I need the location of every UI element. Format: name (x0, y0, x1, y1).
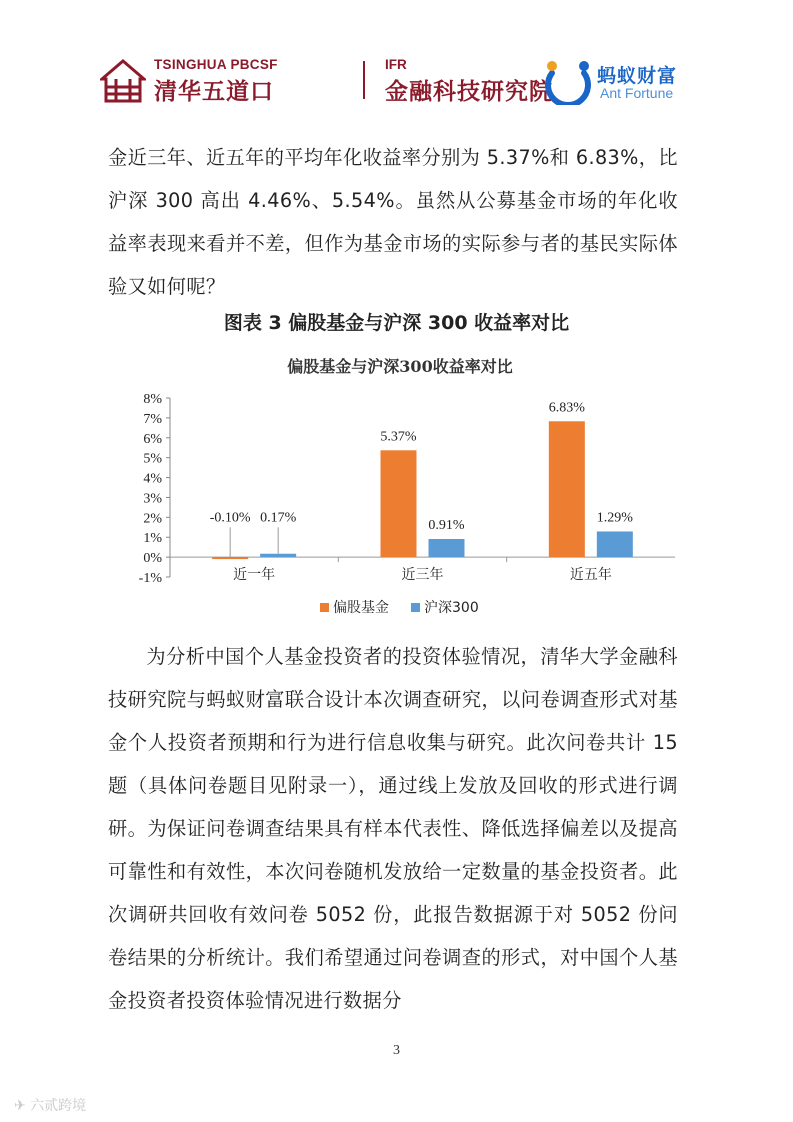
chart-svg (120, 350, 680, 625)
ant-fortune-logo-icon (542, 57, 594, 105)
legend-swatch (320, 603, 329, 612)
data-label: 0.91% (428, 518, 465, 534)
tsinghua-en-label: TSINGHUA PBCSF (154, 57, 278, 72)
bar-csi300 (260, 554, 296, 557)
y-tick-label: 1% (143, 531, 162, 547)
bar-equity-fund (549, 421, 585, 557)
intro-paragraph: 金近三年、近五年的平均年化收益率分别为 5.37%和 6.83%，比沪深 300 高出 4.46%、5.54%。虽然从公募基金市场的年化收益率表现来看并不差，但作为基金市场的实际参与者的基民实际体验又如何呢？ (108, 146, 678, 298)
x-tick-label: 近一年 (233, 567, 276, 583)
watermark-text: 六贰跨境 (30, 1098, 87, 1114)
data-label: 0.17% (260, 510, 297, 526)
legend-label: 偏股基金 (333, 600, 389, 616)
y-tick-label: 2% (143, 511, 162, 527)
bar-chart (120, 350, 680, 625)
ant-fortune-cn-label: 蚂蚁财富 (597, 65, 678, 87)
y-tick-label: 3% (143, 491, 162, 507)
y-tick-label: 4% (143, 471, 162, 487)
page-header (100, 55, 700, 115)
ifr-en-label: IFR (385, 57, 407, 72)
x-tick-label: 近五年 (569, 567, 612, 583)
bar-csi300 (597, 531, 633, 557)
ant-fortune-en-label: Ant Fortune (600, 85, 674, 101)
page-number: 3 (393, 1043, 400, 1058)
ifr-cn-label: 金融科技研究院 (385, 79, 553, 105)
figure-caption: 图表 3 偏股基金与沪深 300 收益率对比 (223, 312, 570, 334)
y-tick-label: 6% (143, 431, 162, 447)
watermark (14, 1095, 86, 1115)
tsinghua-seal-icon (100, 59, 146, 105)
data-label: 5.37% (380, 429, 417, 445)
y-tick-label: 8% (143, 392, 162, 407)
data-label: 1.29% (596, 510, 633, 526)
bar-csi300 (429, 539, 465, 557)
watermark-logo-icon: ✈ (14, 1098, 31, 1114)
legend-swatch (411, 603, 420, 612)
y-tick-label: -1% (138, 571, 162, 586)
tsinghua-cn-label: 清华五道口 (154, 79, 274, 105)
header-divider (363, 61, 365, 99)
x-tick-label: 近三年 (401, 567, 444, 583)
legend-label: 沪深300 (424, 600, 479, 616)
y-tick-label: 7% (143, 411, 162, 427)
y-tick-label: 5% (143, 451, 162, 467)
data-label: -0.10% (209, 510, 251, 526)
chart-title: 偏股基金与沪深300收益率对比 (287, 357, 513, 376)
survey-paragraph: 为分析中国个人基金投资者的投资体验情况，清华大学金融科技研究院与蚂蚁财富联合设计本次调查研究，以问卷调查形式对基金个人投资者预期和行为进行信息收集与研究。此次问卷共计 15 题（具体问卷题目见附录一），通过线上发放及回收的形式进行调研。为保证问卷调查结果具有样本代表性、降低选择偏差以及提高可靠性和有效性，本次问卷随机发放给一定数量的基金投资者。此次调研共回收有效问卷 5052 份，此报告数据源于对 5052 份问卷结果的分析统计。我们希望通过问卷调查的形式，对中国个人基金投资者投资体验情况进行数据分 (108, 645, 678, 1012)
data-label: 6.83% (548, 400, 585, 416)
bar-equity-fund (212, 557, 248, 559)
bar-equity-fund (381, 450, 417, 557)
y-tick-label: 0% (143, 551, 162, 567)
